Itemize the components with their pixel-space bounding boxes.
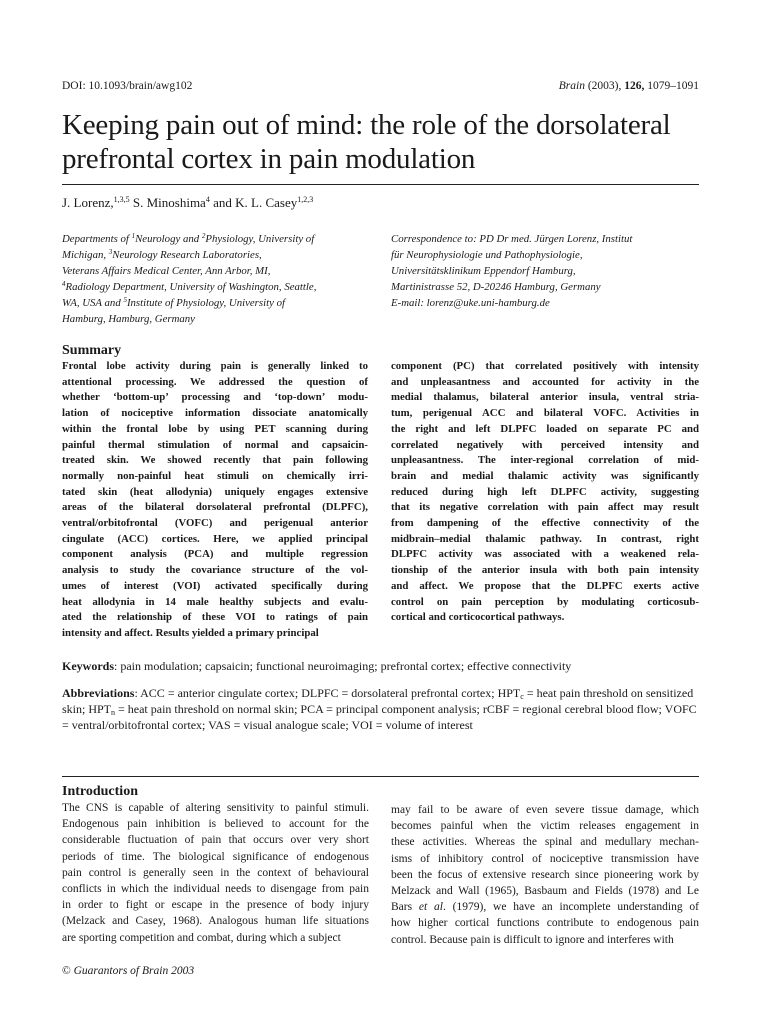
affiliation-text: Institute of Physiology, University of [126, 297, 285, 309]
introduction-column-left [62, 800, 369, 946]
affiliation-text: Radiology Department, University of Washington, Seattle, [65, 281, 317, 293]
author-lorenz-affil: 1,3,5 [113, 195, 130, 204]
text-line: unpleasantness. The inter-regional correlation of mid- [391, 454, 699, 467]
correspondence-line: Martinistrasse 52, D-20246 Hamburg, Germany [391, 281, 601, 293]
text-line: that its negative correlation with pain affect may result [391, 501, 699, 514]
text-line: umes of interest (VOI) activated specifically during [62, 579, 368, 592]
text-line: Melzack and Wall (1965), Basbaum and Fields (1978) and Le [391, 885, 699, 898]
author-minoshima: S. Minoshima [129, 195, 206, 210]
keywords-label: Keywords [62, 659, 114, 673]
author-minoshima-affil: 4 [205, 195, 210, 204]
author-list [62, 194, 313, 212]
affiliation-text: Neurology and [135, 233, 202, 245]
citation-et-al: et al [418, 901, 443, 914]
text-line: normally non-painful heat stimuli on chemically irri- [62, 469, 368, 482]
journal-name: Brain [558, 80, 585, 92]
text-line: pain control is generally seen in the context of behavioural [62, 866, 369, 879]
text-line: becomes painful when the victim releases engagement in [391, 820, 699, 833]
author-casey-affil: 1,2,3 [297, 195, 314, 204]
section-divider [62, 776, 699, 777]
text-line: conflicts in which the individual needs to disengage from pain [62, 883, 369, 896]
copyright-footer [62, 963, 194, 979]
text-line: treated skin. We showed recently that pain following [62, 454, 368, 467]
abbreviations [62, 685, 699, 733]
text-line: component (PC) that correlated positively with intensity [391, 360, 699, 372]
affiliation-text: Michigan, [62, 249, 109, 261]
text-line: (Melzack and Casey, 1968). Analogous human life situations [62, 915, 369, 928]
text-line: considerable fluctuation of pain that occurs over very short [62, 834, 369, 847]
correspondence-line: Correspondence to: PD Dr med. Jürgen Lorenz, Institut [391, 233, 633, 245]
text-line: reduced during high left DLPFC activity, suggesting [391, 485, 699, 498]
affiliations [62, 231, 374, 327]
introduction-heading: Introduction [62, 784, 138, 799]
introduction-column-right [391, 802, 699, 948]
text-line: painful thermal stimulation of normal and capsaicin- [62, 438, 368, 451]
affiliation-marker: 1 [131, 232, 136, 240]
text-line [391, 899, 699, 915]
doi-label: DOI: 10.1093/brain/awg102 [62, 80, 193, 92]
text-line: DLPFC activity was associated with a weakened rela- [391, 548, 699, 561]
summary-column-right [391, 359, 699, 626]
text-line: periods of time. The biological significance of endogenous [62, 850, 369, 863]
affiliation-line: Veterans Affairs Medical Center, Ann Arbor, MI, [62, 265, 271, 277]
text-line: heat allodynia in 14 male healthy subjects and evalu- [62, 595, 368, 608]
summary-column-left [62, 359, 368, 642]
affiliation-line [62, 247, 374, 263]
author-casey: and K. L. Casey [209, 195, 298, 210]
copyright-symbol: © [62, 965, 71, 977]
text-line: isms of inhibitory control of nociceptive transmission have [391, 852, 699, 865]
copyright-text: Guarantors of Brain 2003 [70, 965, 195, 977]
journal-volume: 126, [624, 80, 645, 92]
affiliation-line [62, 231, 374, 247]
text-line: tionship of the anterior insula with both pain intensity [391, 564, 699, 577]
text-line: and affect. We propose that the DLPFC exerts active [391, 579, 699, 592]
text-line: from dampening of the effective connectivity of the [391, 517, 699, 530]
text-line: are sporting competition and combat, during which a subject [62, 931, 341, 944]
citation-text: Bars [391, 901, 419, 914]
text-line: intensity and affect. Results yielded a primary principal [62, 626, 319, 639]
text-line: been the focus of extensive research since pioneering work by [391, 868, 699, 881]
affiliation-marker: 5 [123, 296, 127, 304]
affiliation-marker: 3 [108, 248, 113, 256]
journal-year: (2003), [584, 80, 625, 92]
text-line: in order to fight or escape in the presence of body injury [62, 899, 369, 912]
text-line: tated skin (heat allodynia) uniquely engages extensive [62, 485, 368, 498]
title-divider [62, 184, 699, 185]
text-line: Frontal lobe activity during pain is generally linked to [62, 360, 368, 372]
keywords-text: : pain modulation; capsaicin; functional neuroimaging; prefrontal cortex; effective connectivity [114, 659, 572, 673]
text-line: may fail to be aware of even severe tissue damage, which [391, 804, 699, 816]
affiliation-text: WA, USA and [62, 297, 124, 309]
text-line: lation of nociceptive information dissociate anatomically [62, 407, 368, 420]
text-line: analysis to study the covariance structure of the vol- [62, 564, 368, 577]
text-line: control. Because pain is difficult to ignore and interferes with [391, 933, 674, 946]
abbreviations-text: = heat pain threshold on sensitized skin; HPT [62, 686, 694, 716]
abbreviations-text: = heat pain threshold on normal skin; PCA = principal component analysis; rCBF = regional cerebral blood flow; VOFC = ventral/orbitofrontal cortex; VAS = visual analogue scale; VOI = volume of interest [62, 702, 697, 732]
abbreviation-subscript: c [520, 692, 524, 701]
text-line: medial thalamus, bilateral anterior insula, ventral stria- [391, 391, 699, 404]
text-line: tum, perigenual ACC and bilateral VOFC. Activities in [391, 407, 699, 420]
article-title: Keeping pain out of mind: the role of the dorsolateral prefrontal cortex in pain modulation [62, 109, 671, 175]
text-line: cingulate (ACC) cortices. Here, we applied principal [62, 532, 368, 545]
text-line: The CNS is capable of altering sensitivity to painful stimuli. [62, 802, 369, 814]
text-line: areas of the bilateral dorsolateral prefrontal (DLPFC), [62, 501, 368, 514]
text-line: these activities. Whereas the spinal and medullary mechan- [391, 836, 699, 849]
abbreviation-subscript: n [111, 708, 116, 717]
affiliation-text: Physiology, University of [205, 233, 315, 245]
text-line: control on pain perception by modulating corticosub- [391, 595, 699, 608]
affiliation-line [62, 279, 374, 295]
correspondence-line: für Neurophysiologie und Pathophysiologie, [391, 249, 583, 261]
paper-page [62, 0, 699, 1024]
text-line: midbrain–medial thalamic pathway. In contrast, right [391, 532, 699, 545]
text-line: attentional processing. We addressed the question of [62, 375, 368, 388]
text-line: component analysis (PCA) and multiple regression [62, 548, 368, 561]
text-line: whether ‘bottom-up’ processing and ‘top-down’ modu- [62, 391, 368, 404]
text-line: how higher cortical functions contribute to endogenous pain [391, 917, 699, 930]
text-line: the right and left DLPFC loaded on separate PC and [391, 422, 699, 435]
text-line: cortical and corticocortical pathways. [391, 611, 565, 624]
correspondence-email: E-mail: lorenz@uke.uni-hamburg.de [391, 297, 550, 309]
correspondence [391, 231, 699, 311]
text-line: Endogenous pain inhibition is believed to account for the [62, 818, 369, 831]
citation-text: . (1979), we have an incomplete understanding of [442, 901, 699, 914]
text-line: ated the relationship of these VOI to ratings of pain [62, 611, 368, 624]
affiliation-line: Hamburg, Hamburg, Germany [62, 313, 195, 325]
text-line: ventral/orbitofrontal (VOFC) and perigenual anterior [62, 517, 368, 530]
abbreviations-text: : ACC = anterior cingulate cortex; DLPFC = dorsolateral prefrontal cortex; HPT [134, 686, 521, 700]
running-header [62, 78, 699, 94]
journal-citation [559, 78, 699, 94]
affiliation-text: Neurology Research Laboratories, [112, 249, 262, 261]
journal-pages: 1079–1091 [644, 80, 699, 92]
affiliation-text: Departments of [62, 233, 132, 245]
keywords [62, 658, 699, 674]
affiliation-marker: 4 [62, 280, 66, 288]
affiliation-marker: 2 [201, 232, 206, 240]
text-line: within the frontal lobe by using PET scanning during [62, 422, 368, 435]
correspondence-line: Universitätsklinikum Eppendorf Hamburg, [391, 265, 576, 277]
affiliation-line [62, 295, 374, 311]
text-line: correlated negatively with perceived intensity and [391, 438, 699, 451]
author-lorenz: J. Lorenz, [62, 195, 114, 210]
summary-heading: Summary [62, 343, 122, 358]
text-line: brain and medial thalamic activity was significantly [391, 469, 699, 482]
abbreviations-label: Abbreviations [62, 686, 135, 700]
text-line: and unpleasantness and accounted for activity in the [391, 375, 699, 388]
